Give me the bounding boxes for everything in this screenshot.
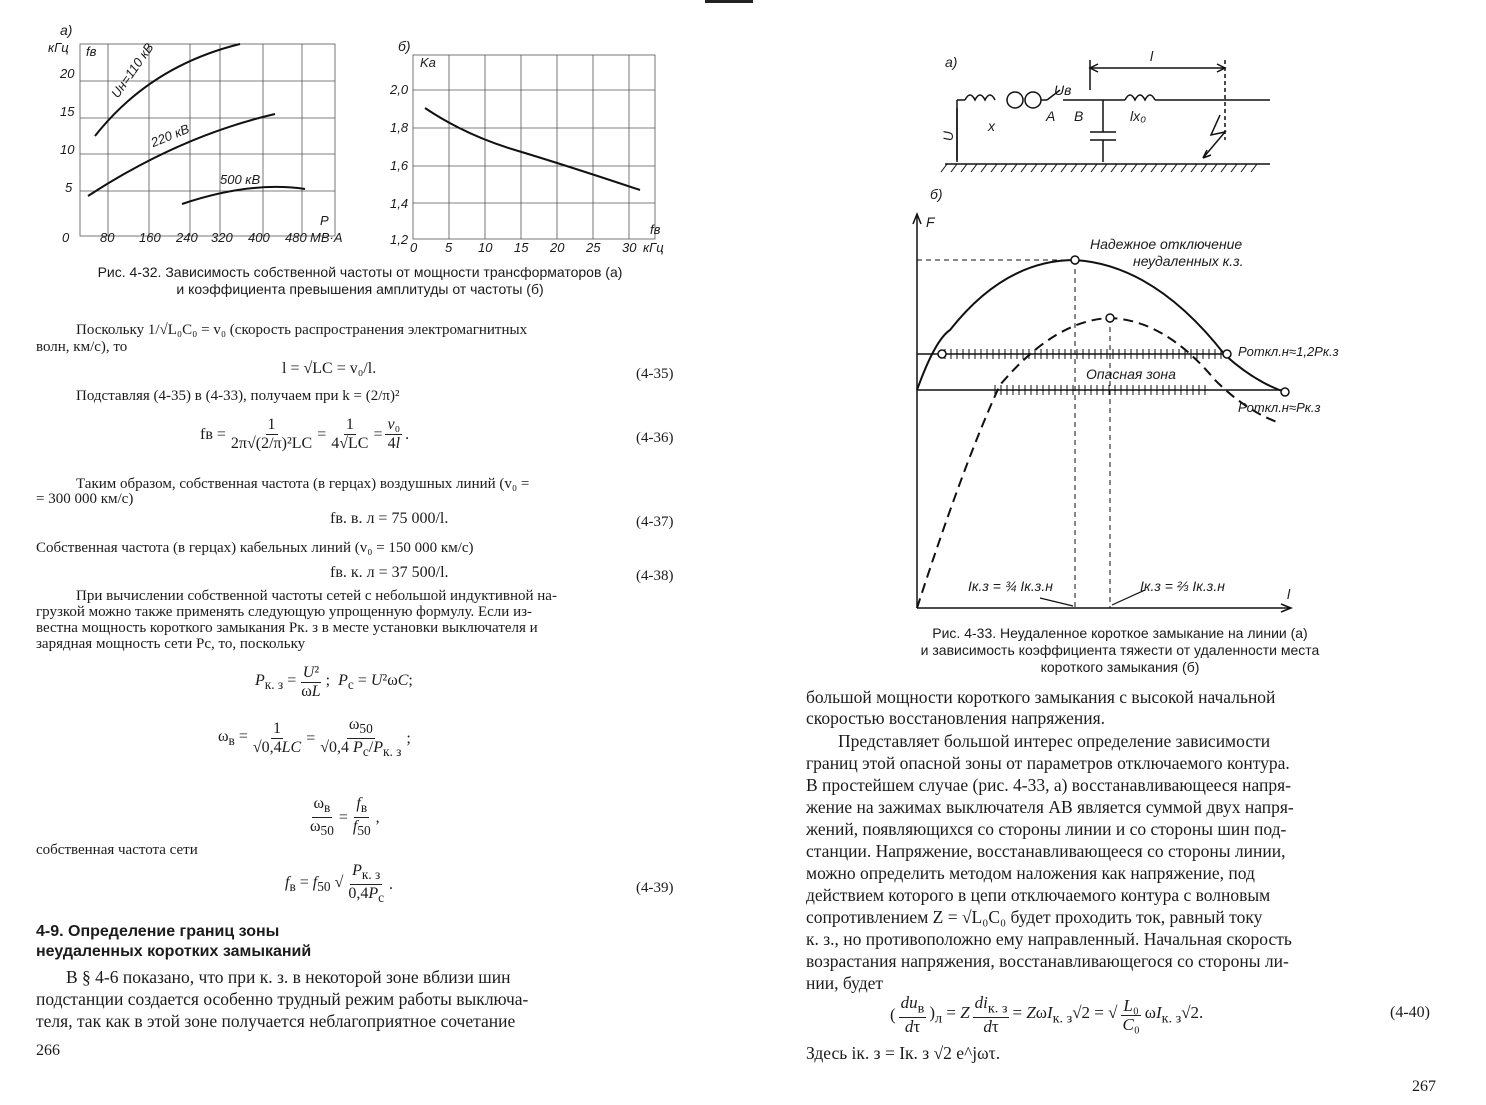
- label-x: x: [988, 118, 995, 134]
- eq-number: (4-40): [1390, 1004, 1430, 1021]
- label-B: B: [1074, 108, 1084, 124]
- paragraph: собственная частота сети: [36, 842, 198, 858]
- x-tick: 160: [139, 230, 161, 245]
- paragraph: жений, появляющихся со стороны линии и со стороны шин под-: [806, 819, 1287, 839]
- label-lx0: lx₀: [1130, 108, 1147, 124]
- x-tick: 15: [514, 240, 529, 255]
- y-tick: 20: [60, 66, 75, 81]
- note-reliable: неудаленных к.з.: [1133, 253, 1244, 269]
- page-number-right: 267: [1412, 1078, 1436, 1095]
- paragraph: При вычислении собственной частоты сетей с небольшой индуктивной на-: [76, 588, 557, 604]
- note-reliable: Надежное отключение: [1090, 236, 1243, 252]
- x-tick: 80: [100, 230, 115, 245]
- equation-4-37: fв. в. л = 75 000/l.: [330, 510, 449, 527]
- x-tick: 30: [622, 240, 637, 255]
- y-tick: 15: [60, 104, 75, 119]
- paragraph: большой мощности короткого замыкания с высокой начальной: [806, 687, 1276, 707]
- fig-4-32-caption-2: и коэффициента превышения амплитуды от частоты (б): [176, 281, 544, 297]
- label-p-otkl-n: Pоткл.н≈1,2Pк.з: [1238, 344, 1339, 359]
- equation-4-40: ( $\frac{du_в}{d\tau}$ )$_л = Z$ $\frac{di_{к. з}}{d\tau}$ = ZωI$_{к. з}$√2 = √ $\frac{\text{L₀}}{\text{C₀}}$ $\omega I_{к. з}√2$.: [890, 993, 1204, 1037]
- paragraph: сопротивлением Z = √L₀C₀ будет проходить ток, равный току: [806, 907, 1263, 927]
- fig-4-33-panel-b-label: б): [930, 186, 943, 202]
- fig-4-32-panel-a-label: а): [60, 22, 73, 38]
- eq-lhs: fв =: [200, 425, 226, 443]
- paragraph: вестна мощность короткого замыкания Pк. з в месте установки выключателя и: [36, 620, 538, 636]
- section-title: 4-9. Определение границ зоны: [36, 923, 280, 940]
- equation-4-35: l = √LC = v₀/l.: [282, 360, 377, 377]
- paragraph: Поскольку 1/√L₀C₀ = v₀ (скорость распространения электромагнитных: [76, 322, 528, 338]
- paragraph: Собственная частота (в герцах) кабельных линий (v₀ = 150 000 км/с): [36, 540, 474, 556]
- curve-label-500: 500 кВ: [220, 172, 261, 187]
- fig-4-32-caption-1: Рис. 4-32. Зависимость собственной частоты от мощности трансформаторов (а): [97, 264, 623, 280]
- eq-number: (4-38): [636, 568, 674, 584]
- x-tick: 400: [248, 230, 270, 245]
- paragraph: Здесь iк. з = Iк. з √2 e^jωτ.: [806, 1043, 1001, 1063]
- paragraph: нии, будет: [806, 973, 884, 993]
- curve-500kv: [182, 187, 305, 204]
- axis-F: F: [926, 214, 935, 230]
- y-tick: 1,6: [390, 158, 409, 173]
- paragraph: Представляет большой интерес определение зависимости: [838, 731, 1271, 751]
- label-l: l: [1150, 48, 1154, 64]
- paragraph: грузкой можно также применять следующую упрощенную формулу. Если из-: [36, 604, 533, 620]
- paragraph: теля, так как в этой зоне получается неблагоприятное сочетание: [36, 1011, 516, 1031]
- x-tick: 240: [176, 230, 198, 245]
- paragraph: границ этой опасной зоны от параметров отключаемого контура.: [806, 753, 1290, 773]
- paragraph: возрастания напряжения, восстанавливающегося со стороны ли-: [806, 951, 1289, 971]
- curve-label-220: 220 кВ: [148, 121, 192, 150]
- x-tick: 5: [445, 240, 453, 255]
- paragraph: жение на зажимах выключателя AB является суммой двух напря-: [806, 797, 1294, 817]
- paragraph: к. з., но противоположно ему направленный. Начальная скорость: [806, 929, 1292, 949]
- equation-omega: $\omega_в$ = $\frac{1}{√0,4LC}$ = $\frac{\omega_{50}}{√0,4 P_с/P_{к. з}}$ ;: [218, 716, 411, 760]
- eq-number: (4-39): [636, 880, 674, 896]
- label-Ub: Uв: [1054, 82, 1072, 98]
- label-danger-zone: Опасная зона: [1086, 366, 1176, 382]
- fig-4-33-caption-2: и зависимость коэффициента тяжести от удаленности места: [920, 642, 1320, 658]
- equation-4-38: fв. к. л = 37 500/l.: [330, 564, 449, 581]
- label-U: U: [940, 130, 957, 142]
- page-top-mark: [705, 0, 753, 3]
- equation-4-39: $f_в = f_{50}$ √ $\frac{P_{к. з}}{0,4P_с}$ .: [285, 862, 394, 906]
- paragraph: можно определить методом наложения как напряжение, под: [806, 863, 1255, 883]
- x-var: P: [320, 213, 329, 228]
- x-tick: 25: [586, 240, 601, 255]
- page-number-left: 266: [36, 1042, 60, 1059]
- label-A: A: [1046, 108, 1056, 124]
- axis-l: l: [1287, 586, 1291, 602]
- y-tick: 2,0: [390, 82, 409, 97]
- fig-4-32a-chart: [40, 36, 350, 251]
- curve-label-110: Uн=110 кВ: [108, 40, 157, 101]
- x-tick: 10: [478, 240, 493, 255]
- fig-4-33-caption-3: короткого замыкания (б): [1040, 659, 1200, 675]
- paragraph: Подставляя (4-35) в (4-33), получаем при k = (2/π)²: [76, 388, 400, 404]
- paragraph: В § 4-6 показано, что при к. з. в некоторой зоне вблизи шин: [66, 967, 511, 987]
- y-tick: 1,2: [390, 232, 409, 247]
- x-var: fв: [650, 222, 661, 237]
- equation-pkz: $P_{к. з}$ = $\frac{\text{U²}}{\omega L}$ ; $P_с = U^2\omega C$;: [255, 664, 413, 700]
- paragraph: зарядная мощность сети Pс, то, поскольку: [36, 636, 306, 652]
- fig-4-33-panel-a-label: а): [945, 54, 958, 70]
- equation-ratio: $\frac{\omega_в}{\omega_{50}}$ = $\frac{f_в}{f_{50}}$ ,: [310, 795, 380, 839]
- y-tick: 10: [60, 142, 75, 157]
- paragraph: скоростью восстановления напряжения.: [806, 708, 1106, 728]
- ground-hatch: [941, 164, 1257, 172]
- fig-4-32-panel-b-label: б): [398, 38, 411, 54]
- label-p-otkl: Pоткл.н≈Pк.з: [1238, 400, 1321, 415]
- equation-4-36: fв = $\frac{1}{\text{2π√(2/π)²LC}}$ = $\frac{1}{4√LC}$ = $\frac{\text{v₀}}{4l}$ .: [200, 416, 410, 452]
- section-title: неудаленных коротких замыканий: [36, 943, 312, 960]
- paragraph: действием которого в цепи отключаемого контура с волновым: [806, 885, 1271, 905]
- eq-number: (4-35): [636, 366, 674, 382]
- x-tick: 320: [211, 230, 233, 245]
- x-tick: 20: [550, 240, 565, 255]
- fig-4-32b-y-var: Ka: [420, 55, 436, 70]
- paragraph: Таким образом, собственная частота (в герцах) воздушных линий (v₀ =: [76, 476, 530, 492]
- fig-4-32a-y-var: fв: [86, 44, 97, 59]
- fig-4-32a-y-unit: кГц: [48, 40, 69, 55]
- x-tick: 480: [285, 230, 307, 245]
- eq-number: (4-37): [636, 514, 674, 530]
- ka-curve: [425, 108, 640, 190]
- x-unit: кГц: [643, 240, 664, 255]
- label-i23: Iк.з = ⅔ Iк.з.н: [1140, 578, 1225, 594]
- y-tick: 5: [65, 180, 73, 195]
- y-tick: 0: [62, 230, 70, 245]
- paragraph: В простейшем случае (рис. 4-33, а) восстанавливающееся напря-: [806, 775, 1291, 795]
- label-i34: Iк.з = ¾ Iк.з.н: [968, 578, 1053, 594]
- fig-4-32b-chart: [405, 50, 665, 245]
- fig-4-33a-circuit: [935, 50, 1280, 180]
- paragraph: станции. Напряжение, восстанавливающееся со стороны линии,: [806, 841, 1286, 861]
- paragraph: подстанции создается особенно трудный режим работы выключа-: [36, 989, 529, 1009]
- eq-number: (4-36): [636, 430, 674, 446]
- paragraph: волн, км/с), то: [36, 339, 128, 355]
- x-unit: МВ·А: [310, 230, 343, 245]
- paragraph: = 300 000 км/с): [36, 491, 134, 507]
- x-tick: 0: [410, 240, 418, 255]
- y-tick: 1,4: [390, 196, 409, 211]
- fig-4-33-caption-1: Рис. 4-33. Неудаленное короткое замыкание на линии (а): [932, 625, 1308, 641]
- y-tick: 1,8: [390, 120, 409, 135]
